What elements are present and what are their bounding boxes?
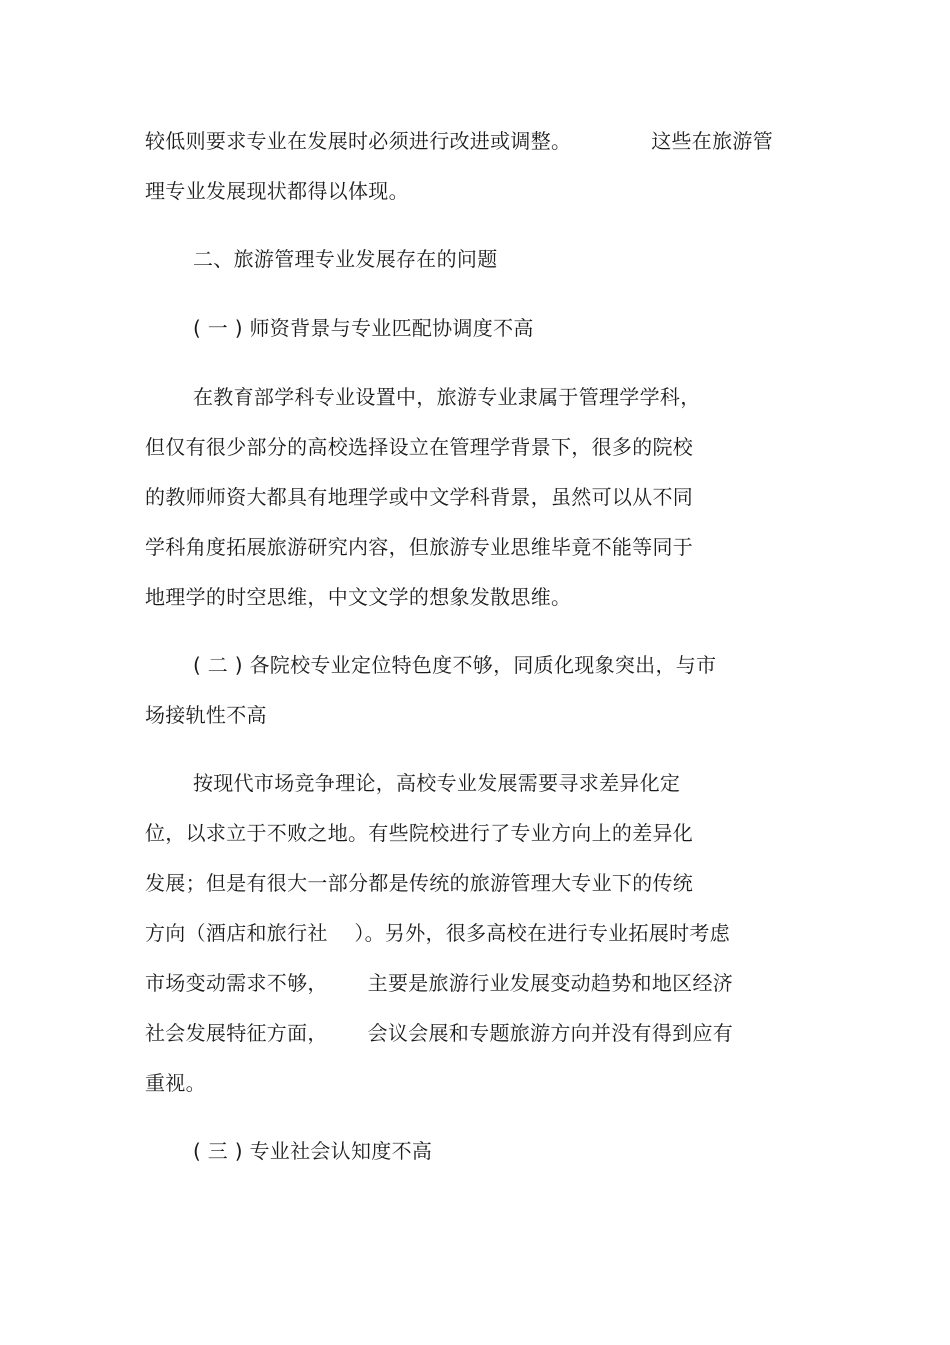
paragraph-line: 重视。	[145, 1071, 206, 1095]
subsection-heading: ( 三 ) 专业社会认知度不高	[193, 1139, 433, 1163]
paragraph-line: 的教师师资大都具有地理学或中文学科背景，虽然可以从不同	[145, 485, 694, 509]
paragraph-line: 理专业发展现状都得以体现。	[145, 179, 409, 203]
paragraph-line: 方向（酒店和旅行社 ）。另外，很多高校在进行专业拓展时考虑	[145, 921, 731, 945]
paragraph-line: 按现代市场竞争理论，高校专业发展需要寻求差异化定	[193, 771, 681, 795]
paragraph-line: 市场变动需求不够， 主要是旅游行业发展变动趋势和地区经济	[145, 971, 734, 995]
paragraph-line: 社会发展特征方面， 会议会展和专题旅游方向并没有得到应有	[145, 1021, 734, 1045]
paragraph-line: 学科角度拓展旅游研究内容，但旅游专业思维毕竟不能等同于	[145, 535, 694, 559]
paragraph-line: 发展；但是有很大一部分都是传统的旅游管理大专业下的传统	[145, 871, 694, 895]
subsection-heading: ( 二 ) 各院校专业定位特色度不够，同质化现象突出，与市	[193, 653, 717, 677]
paragraph-line: 较低则要求专业在发展时必须进行改进或调整。 这些在旅游管	[145, 129, 773, 153]
subsection-heading-continuation: 场接轨性不高	[145, 703, 267, 727]
paragraph-line: 位，以求立于不败之地。有些院校进行了专业方向上的差异化	[145, 821, 694, 845]
section-heading: 二、旅游管理专业发展存在的问题	[193, 247, 498, 271]
paragraph-line: 但仅有很少部分的高校选择设立在管理学背景下，很多的院校	[145, 435, 694, 459]
subsection-heading: ( 一 ) 师资背景与专业匹配协调度不高	[193, 316, 534, 340]
paragraph-line: 地理学的时空思维，中文文学的想象发散思维。	[145, 585, 572, 609]
paragraph-line: 在教育部学科专业设置中，旅游专业隶属于管理学学科，	[193, 385, 701, 409]
